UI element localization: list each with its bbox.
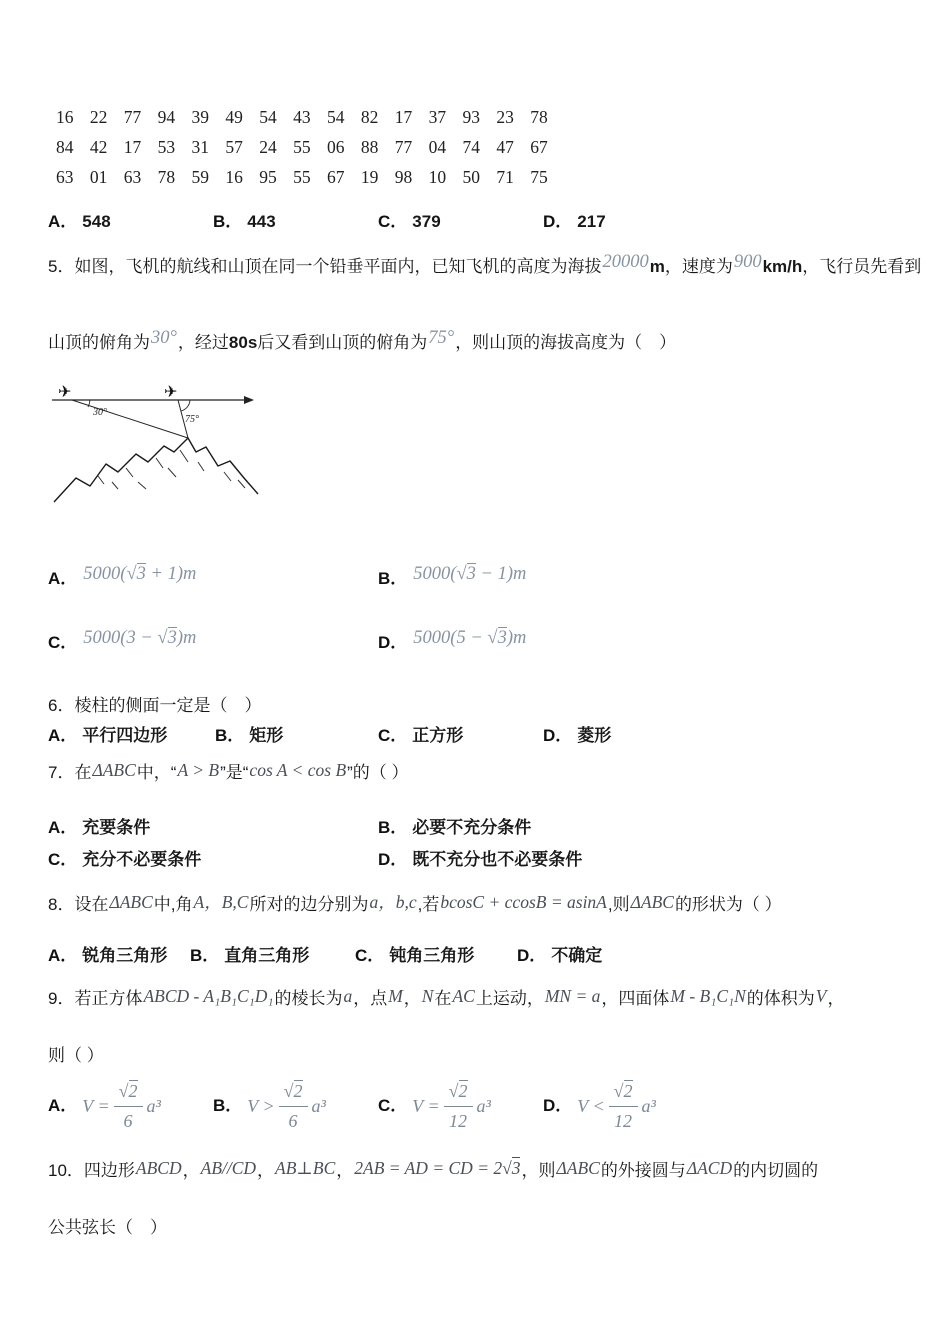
formula-text: V = bbox=[412, 1095, 440, 1116]
stem-text: ， bbox=[403, 989, 421, 1008]
formula-text: V > bbox=[247, 1095, 275, 1116]
fraction bbox=[609, 1078, 638, 1133]
option-label: A． bbox=[48, 212, 78, 231]
stem-text: 上运动， bbox=[475, 989, 544, 1008]
stem-text: 在 bbox=[434, 989, 452, 1008]
formula-text: )m bbox=[506, 628, 527, 648]
q6-option-a bbox=[48, 724, 167, 749]
fraction-denominator: 6 bbox=[123, 1110, 133, 1131]
stem-text: 的外接圆与 bbox=[600, 1161, 686, 1180]
stem-value: 75° bbox=[428, 328, 455, 348]
q7-option-a bbox=[48, 816, 150, 841]
q9-option-c bbox=[378, 1080, 491, 1132]
sqrt-sign: √ bbox=[613, 1081, 624, 1102]
stem-text: 所对的边分别为 bbox=[249, 895, 369, 914]
option-text: 菱形 bbox=[577, 726, 612, 745]
stem-text: ， bbox=[336, 1161, 354, 1180]
stem-math: AB//CD bbox=[200, 1158, 257, 1178]
stem-text: 7．在 bbox=[48, 763, 92, 782]
formula-text: 5000(5 − √ bbox=[413, 628, 498, 648]
flight-path-arrow bbox=[244, 396, 254, 404]
q5-option-b bbox=[378, 566, 527, 593]
stem-math: N bbox=[421, 986, 434, 1006]
option-label: A． bbox=[48, 1095, 78, 1115]
formula-text: 5000(√ bbox=[83, 564, 137, 584]
option-text: 直角三角形 bbox=[224, 946, 310, 965]
stem-math: cos A < cos B bbox=[249, 760, 347, 780]
stem-math: AB⊥BC bbox=[275, 1158, 336, 1178]
option-formula bbox=[412, 1078, 491, 1133]
stem-text: 的内切圆的 bbox=[733, 1161, 819, 1180]
fraction bbox=[279, 1078, 308, 1133]
option-label: C． bbox=[378, 212, 408, 231]
table-row: 16 22 77 94 39 49 54 43 54 82 17 37 93 23 78 bbox=[56, 107, 548, 127]
question-5-stem-line1 bbox=[48, 254, 921, 281]
option-label: C． bbox=[48, 850, 78, 869]
option-text: 锐角三角形 bbox=[82, 946, 168, 965]
q8-option-d bbox=[517, 944, 602, 969]
stem-text: ，则山顶的海拔高度为（ ） bbox=[455, 333, 677, 352]
question-6-stem bbox=[48, 694, 261, 719]
fraction-numerator bbox=[444, 1078, 473, 1106]
stem-value: 900 bbox=[733, 252, 762, 272]
q4-option-c bbox=[378, 210, 441, 235]
option-text: 217 bbox=[577, 212, 606, 231]
stem-text: 的形状为（ ） bbox=[674, 895, 782, 914]
radicand: 2 bbox=[458, 1081, 468, 1102]
radicand: 3 bbox=[136, 564, 146, 584]
stem-math: bcosC + ccosB = asinA bbox=[440, 892, 607, 912]
fraction-denominator: 6 bbox=[288, 1110, 298, 1131]
q8-option-a bbox=[48, 944, 167, 969]
stem-unit: m bbox=[649, 257, 665, 276]
option-formula bbox=[412, 628, 527, 648]
q9-option-d bbox=[543, 1080, 656, 1132]
option-text: 充分不必要条件 bbox=[82, 850, 202, 869]
mountain-outline bbox=[54, 438, 258, 502]
option-text: 443 bbox=[247, 212, 276, 231]
formula-text: a³ bbox=[146, 1095, 161, 1116]
q6-option-b bbox=[215, 724, 283, 749]
q9-option-b bbox=[213, 1080, 326, 1132]
option-formula bbox=[577, 1078, 656, 1133]
option-label: C． bbox=[355, 946, 385, 965]
stem-text: 5．如图，飞机的航线和山顶在同一个铅垂平面内，已知飞机的高度为海拔 bbox=[48, 257, 602, 276]
stem-text: 中，“ bbox=[136, 763, 177, 782]
option-text: 平行四边形 bbox=[82, 726, 168, 745]
fraction-numerator bbox=[279, 1078, 308, 1106]
formula-text: a³ bbox=[641, 1095, 656, 1116]
stem-text: 后又看到山顶的俯角为 bbox=[257, 333, 428, 352]
option-text: 既不充分也不必要条件 bbox=[412, 850, 583, 869]
stem-math: V bbox=[815, 986, 827, 1006]
flight-mountain-figure bbox=[38, 376, 288, 524]
stem-text: 的体积为 bbox=[746, 989, 815, 1008]
option-label: D． bbox=[378, 850, 408, 869]
option-label: D． bbox=[517, 946, 547, 965]
fraction-denominator: 12 bbox=[614, 1110, 633, 1131]
option-label: C． bbox=[48, 633, 78, 652]
q4-option-b bbox=[213, 210, 276, 235]
question-5-stem-line2 bbox=[48, 330, 676, 357]
stem-text: ,则 bbox=[607, 895, 630, 914]
q5-option-a bbox=[48, 566, 197, 593]
question-8-stem bbox=[48, 892, 782, 918]
stem-math: A > B bbox=[177, 760, 220, 780]
option-label: D． bbox=[378, 633, 408, 652]
q8-option-b bbox=[190, 944, 309, 969]
fraction bbox=[114, 1078, 143, 1133]
q7-option-c bbox=[48, 848, 201, 873]
q7-option-d bbox=[378, 848, 582, 873]
q7-option-b bbox=[378, 816, 531, 841]
stem-text: 6．棱柱的侧面一定是（ ） bbox=[48, 696, 262, 715]
stem-text: ，则 bbox=[521, 1161, 556, 1180]
stem-text: 的棱长为 bbox=[274, 989, 343, 1008]
stem-text: 8．设在 bbox=[48, 895, 109, 914]
stem-text: 则（ ） bbox=[48, 1046, 104, 1065]
stem-value: 30° bbox=[151, 328, 177, 348]
option-label: B． bbox=[378, 818, 408, 837]
stem-text: ，四面体 bbox=[601, 989, 670, 1008]
radicand: 3 bbox=[497, 628, 507, 648]
q5-option-d bbox=[378, 630, 527, 657]
option-label: B． bbox=[213, 1095, 243, 1115]
stem-text: ，点 bbox=[353, 989, 388, 1008]
q5-option-c bbox=[48, 630, 197, 657]
stem-math: AC bbox=[452, 986, 475, 1006]
formula-text: 2AB = AD = CD = 2√ bbox=[354, 1158, 512, 1178]
stem-text: ， bbox=[827, 989, 845, 1008]
formula-text: a³ bbox=[311, 1095, 326, 1116]
option-text: 充要条件 bbox=[82, 818, 151, 837]
angle-label-75: 75° bbox=[185, 414, 199, 425]
stem-math: ABCD bbox=[135, 1158, 182, 1178]
option-label: B． bbox=[190, 946, 220, 965]
option-formula bbox=[82, 628, 197, 648]
formula-text: + 1)m bbox=[145, 564, 197, 584]
formula-text: V = bbox=[82, 1095, 110, 1116]
option-text: 钝角三角形 bbox=[389, 946, 475, 965]
sqrt-sign: √ bbox=[283, 1081, 294, 1102]
sight-line-30 bbox=[72, 400, 188, 438]
option-formula bbox=[247, 1078, 326, 1133]
stem-text: ,若 bbox=[417, 895, 440, 914]
stem-text: 山顶的俯角为 bbox=[48, 333, 150, 352]
formula-text: 5000(√ bbox=[413, 564, 467, 584]
option-label: A． bbox=[48, 946, 78, 965]
fraction-denominator: 12 bbox=[449, 1110, 468, 1131]
stem-text: ， bbox=[257, 1161, 275, 1180]
stem-text: 9．若正方体 bbox=[48, 989, 143, 1008]
option-text: 548 bbox=[82, 212, 111, 231]
formula-text: a³ bbox=[476, 1095, 491, 1116]
stem-math bbox=[353, 1158, 521, 1178]
radicand: 2 bbox=[623, 1081, 633, 1102]
option-label: B． bbox=[378, 569, 408, 588]
formula-text: )m bbox=[176, 628, 197, 648]
stem-text: ，速度为 bbox=[664, 257, 733, 276]
random-number-table bbox=[56, 102, 548, 192]
option-label: A． bbox=[48, 569, 78, 588]
fraction-numerator bbox=[114, 1078, 143, 1106]
radicand: 3 bbox=[466, 564, 476, 584]
stem-value: 20000 bbox=[602, 252, 649, 272]
question-9-stem-line2 bbox=[48, 1044, 104, 1069]
stem-math: ΔABC bbox=[92, 760, 136, 780]
option-label: D． bbox=[543, 726, 573, 745]
sqrt-sign: √ bbox=[448, 1081, 459, 1102]
stem-bold: 80s bbox=[228, 333, 258, 352]
fraction-numerator bbox=[609, 1078, 638, 1106]
stem-math: a，b,c bbox=[369, 892, 417, 912]
stem-text: 中,角 bbox=[153, 895, 193, 914]
q6-option-d bbox=[543, 724, 611, 749]
stem-text: 10．四边形 bbox=[48, 1161, 135, 1180]
stem-math: ΔABC bbox=[556, 1158, 600, 1178]
question-10-stem-line2 bbox=[48, 1216, 167, 1241]
option-text: 正方形 bbox=[412, 726, 464, 745]
q4-option-d bbox=[543, 210, 606, 235]
formula-text: V < bbox=[577, 1095, 605, 1116]
option-text: 必要不充分条件 bbox=[412, 818, 532, 837]
stem-text: ”是“ bbox=[220, 763, 249, 782]
airplane-icon-1: ✈ bbox=[58, 384, 72, 401]
radicand: 2 bbox=[128, 1081, 138, 1102]
stem-text: ，飞行员先看到 bbox=[802, 257, 922, 276]
option-label: D． bbox=[543, 212, 573, 231]
angle-label-30: 30° bbox=[93, 407, 107, 418]
option-label: D． bbox=[543, 1095, 573, 1115]
radicand: 2 bbox=[293, 1081, 303, 1102]
stem-unit: km/h bbox=[762, 257, 803, 276]
question-7-stem bbox=[48, 760, 409, 786]
q9-option-a bbox=[48, 1080, 161, 1132]
sqrt-sign: √ bbox=[118, 1081, 129, 1102]
stem-math: ΔABC bbox=[630, 892, 674, 912]
option-text: 矩形 bbox=[249, 726, 284, 745]
q6-option-c bbox=[378, 724, 463, 749]
stem-math: ΔABC bbox=[109, 892, 153, 912]
option-formula bbox=[82, 1078, 161, 1133]
option-label: A． bbox=[48, 818, 78, 837]
option-label: C． bbox=[378, 1095, 408, 1115]
stem-math: M - B₁C₁N bbox=[670, 986, 746, 1006]
fraction bbox=[444, 1078, 473, 1133]
table-row: 63 01 63 78 59 16 95 55 67 19 98 10 50 71 75 bbox=[56, 167, 548, 187]
option-formula bbox=[82, 564, 197, 584]
stem-math: ΔACD bbox=[686, 1158, 733, 1178]
question-10-stem-line1 bbox=[48, 1158, 818, 1184]
formula-text: 5000(3 − √ bbox=[83, 628, 168, 648]
stem-math: M bbox=[388, 986, 403, 1006]
stem-math: ABCD - A₁B₁C₁D₁ bbox=[143, 986, 274, 1006]
option-label: B． bbox=[215, 726, 245, 745]
stem-text: ”的（ ） bbox=[347, 763, 409, 782]
radicand: 3 bbox=[511, 1158, 521, 1178]
option-text: 379 bbox=[412, 212, 441, 231]
q4-option-a bbox=[48, 210, 111, 235]
stem-math: MN = a bbox=[544, 986, 601, 1006]
option-label: B． bbox=[213, 212, 243, 231]
stem-math: a bbox=[343, 986, 353, 1006]
q8-option-c bbox=[355, 944, 474, 969]
table-row: 84 42 17 53 31 57 24 55 06 88 77 04 74 47 67 bbox=[56, 137, 548, 157]
question-9-stem-line1 bbox=[48, 986, 844, 1012]
airplane-icon-2: ✈ bbox=[164, 384, 178, 401]
stem-math: A，B,C bbox=[193, 892, 249, 912]
option-label: C． bbox=[378, 726, 408, 745]
formula-text: − 1)m bbox=[475, 564, 527, 584]
stem-text: ，经过 bbox=[177, 333, 229, 352]
angle-arc-75 bbox=[181, 400, 190, 411]
radicand: 3 bbox=[167, 628, 177, 648]
option-formula bbox=[412, 564, 527, 584]
stem-text: 公共弦长（ ） bbox=[48, 1218, 167, 1237]
option-label: A． bbox=[48, 726, 78, 745]
stem-text: ， bbox=[182, 1161, 200, 1180]
option-text: 不确定 bbox=[551, 946, 603, 965]
